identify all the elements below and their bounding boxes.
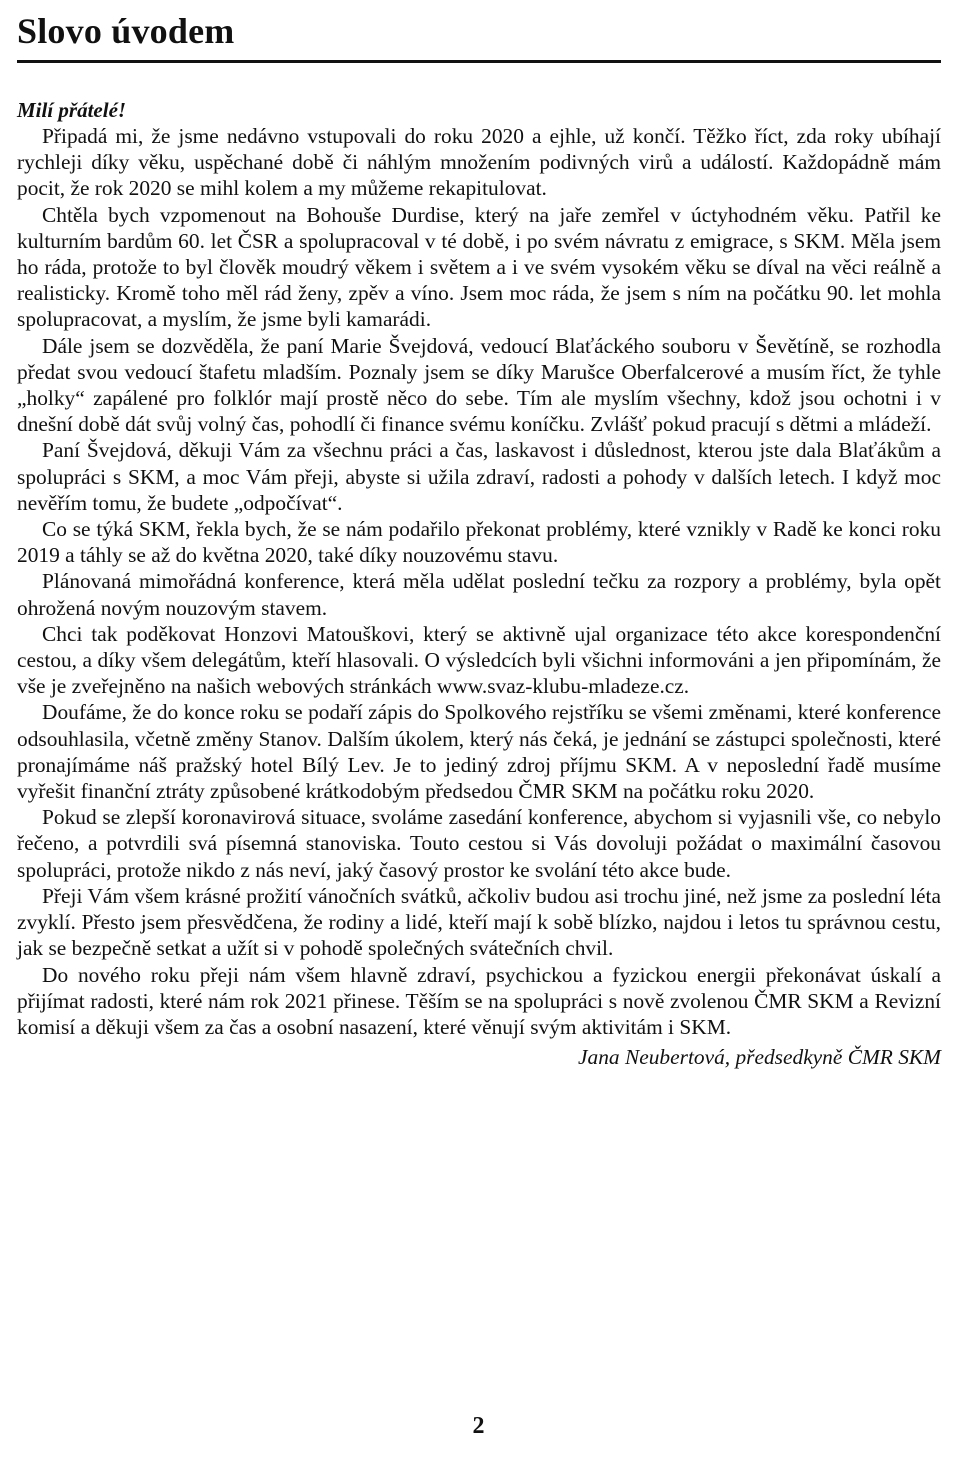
- letter-body: [17, 123, 941, 1040]
- paragraph: Doufáme, že do konce roku se podaří zápis do Spolkového rejstříku se všemi změnami, které konference odsouhlasila, včetně změny Stanov. Dalším úkolem, který nás čeká, je jednání se zástupci společnosti, které pronajímáme náš pražský hotel Bílý Lev. Je to jediný zdroj příjmu SKM. A v neposlední řadě musíme vyřešit finanční ztráty způsobené krátkodobým předsedou ČMR SKM na počátku roku 2020.: [17, 700, 941, 804]
- paragraph: Chtěla bych vzpomenout na Bohouše Durdise, který na jaře zemřel v úctyhodném věku. Patřil ke kulturním bardům 60. let ČSR a spolupracoval v té době, i po svém návratu z emigrace, s SKM. Měla jsem ho ráda, protože to byl člověk moudrý věkem i světem a i ve svém vysokém věku se díval na věci reálně a realisticky. Kromě toho měl rád ženy, zpěv a víno. Jsem moc ráda, že jsem s ním na počátku 90. let mohla spolupracovat, a myslím, že jsme byli kamarádi.: [17, 202, 941, 332]
- paragraph: Pokud se zlepší koronavirová situace, svoláme zasedání konference, abychom si vyjasnili vše, co nebylo řečeno, a potvrdili svá písemná stanoviska. Touto cestou si Vás dovoluji požádat o maximální časovou spolupráci, protože nikdo z nás neví, jaký časový prostor ke svolání této akce bude.: [17, 805, 941, 882]
- paragraph: Připadá mi, že jsme nedávno vstupovali do roku 2020 a ejhle, už končí. Těžko říct, zda roky ubíhají rychleji díky věku, uspěchané době či náhlým množením podivných virů a událostí. Každopádně mám pocit, že rok 2020 se mihl kolem a my můžeme rekapitulovat.: [17, 124, 941, 201]
- paragraph: Plánovaná mimořádná konference, která měla udělat poslední tečku za rozpory a problémy, byla opět ohrožená novým nouzovým stavem.: [17, 569, 941, 620]
- paragraph: Přeji Vám všem krásné prožití vánočních svátků, ačkoliv budou asi trochu jiné, než jsme za poslední léta zvyklí. Přesto jsem přesvědčena, že rodiny a lidé, kteří mají k sobě blízko, najdou i letos tu správnou cestu, jak se bezpečně setkat a užít si v pohodě společných svátečních chvil.: [17, 883, 941, 961]
- paragraph: Do nového roku přeji nám všem hlavně zdraví, psychickou a fyzickou energii překonávat úskalí a přijímat radosti, které nám rok 2021 přinese. Těším se na spolupráci s nově zvolenou ČMR SKM a Revizní komisí a děkuji všem za čas a osobní nasazení, které věnují svým aktivitám i SKM.: [17, 962, 941, 1039]
- title-divider: [17, 60, 941, 63]
- page: [17, 0, 941, 1070]
- paragraph: Co se týká SKM, řekla bych, že se nám podařilo překonat problémy, které vznikly v Radě ke konci roku 2019 a táhly se až do května 2020, také díky nouzovému stavu.: [17, 517, 941, 568]
- letter-greeting: Milí přátelé!: [17, 98, 127, 122]
- page-title: Slovo úvodem: [17, 11, 235, 51]
- letter-signature: Jana Neubertová, předsedkyně ČMR SKM: [578, 1045, 941, 1070]
- paragraph: Paní Švejdová, děkuji Vám za všechnu práci a čas, laskavost i důslednost, kterou jste dala Blaťákům a spolupráci s SKM, a moc Vám přeji, abyste si užila zdraví, radosti a pohody v dalších letech. I když moc nevěřím tomu, že budete „odpočívat“.: [17, 438, 941, 515]
- paragraph: Dále jsem se dozvěděla, že paní Marie Švejdová, vedoucí Blaťáckého souboru v Ševětíně, se rozhodla předat svou vedoucí štafetu mladším. Poznaly jsem se díky Marušce Oberfalcerové a musím říct, že tyhle „holky“ zapálené pro folklór mají prostě něco do sebe. Tím ale myslím všechny, kdož jsou ochotni i v dnešní době dát svůj volný čas, pohodlí či finance svému koníčku. Zvlášť pokud pracují s dětmi a mládeží.: [17, 333, 941, 437]
- page-number: 2: [472, 1413, 485, 1439]
- paragraph: Chci tak poděkovat Honzovi Matouškovi, který se aktivně ujal organizace této akce korespondenční cestou, a díky všem delegátům, kteří hlasovali. O výsledcích byli všichni informováni a jen připomínám, že vše je zveřejněno na našich webových stránkách www.svaz-klubu-mladeze.cz.: [17, 621, 941, 699]
